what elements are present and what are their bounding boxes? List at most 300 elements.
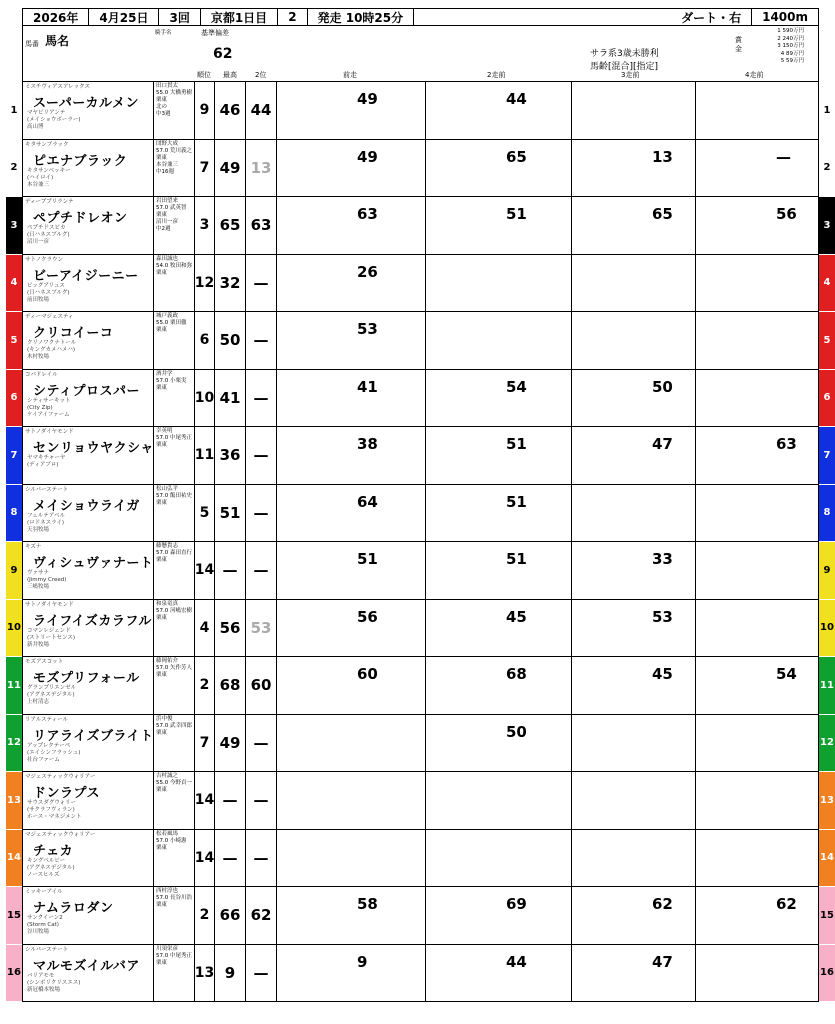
prev2-label: 2走前 — [487, 71, 506, 79]
rank: 7 — [195, 140, 215, 197]
past-race-2 — [426, 197, 572, 254]
dam-info: フェルテアベル (ロドネスライ) 天羽牧場 — [27, 512, 66, 533]
past-score: 68 — [506, 665, 527, 683]
jockey-info: 岩田望来 57.0 武英智 栗東 沼川一彦 中2週 — [153, 197, 195, 254]
past-score: 69 — [506, 895, 527, 913]
race-header — [22, 8, 819, 26]
prize-item: 4 89万円 — [780, 50, 804, 57]
second-score: — — [246, 772, 277, 829]
kai: 3回 — [159, 9, 200, 25]
umaban-right: 14 — [819, 830, 835, 887]
past-score: 44 — [506, 90, 527, 108]
best-score: 49 — [215, 140, 246, 197]
past-score: 33 — [652, 550, 673, 568]
best-score: — — [215, 542, 246, 599]
past-race-2 — [426, 600, 572, 657]
past-race-3 — [572, 485, 696, 542]
horse-row — [7, 657, 834, 715]
past-score: 13 — [652, 147, 673, 166]
past-score: 65 — [652, 205, 673, 223]
past-race-1 — [277, 485, 426, 542]
horse-cell — [23, 657, 195, 714]
past-score: 49 — [357, 147, 378, 166]
rank: 9 — [195, 82, 215, 139]
place: 京都1日目 — [201, 9, 278, 25]
past-score: 50 — [652, 377, 673, 396]
umaban-right: 11 — [819, 657, 835, 714]
horse-name: ビーアイジーニー — [33, 268, 139, 284]
jockey-info: 城戸義政 55.0 栗田徹 栗東 — [153, 312, 195, 369]
year: 2026年 — [23, 9, 89, 25]
sire: シルバーステート — [25, 486, 69, 493]
past-race-4 — [696, 140, 820, 197]
race-conditions — [590, 48, 659, 74]
prize-item: 3 150万円 — [777, 43, 804, 49]
horse-table — [7, 82, 834, 1002]
dam-info: バリアモモ (シンボリクリスエス) 新冠橋本牧場 — [27, 972, 81, 993]
dam-info: ヴァサナ (Jimmy Creed) 三嶋牧場 — [27, 570, 67, 590]
past-score: 38 — [357, 435, 378, 453]
past-race-3 — [572, 600, 696, 657]
jockey-info: 幸英明 57.0 中尾秀正 栗東 — [153, 427, 195, 484]
horse-cell — [23, 312, 195, 369]
horse-row — [7, 887, 834, 945]
prize-item: 5 59万円 — [780, 58, 804, 64]
best-score: — — [215, 830, 246, 887]
past-race-4 — [696, 427, 820, 484]
jockey-info: 吉村誠之 55.0 今野貞一 栗東 — [153, 772, 195, 829]
jockey-label: 騎手名 — [155, 30, 172, 36]
horse-name: センリョウヤクシャ — [33, 441, 154, 456]
base-value: 62 — [213, 46, 233, 62]
past-race-1 — [277, 197, 426, 254]
rank: 11 — [195, 427, 215, 484]
umaban-left: 10 — [6, 600, 22, 657]
past-race-1 — [277, 657, 426, 714]
second-score: 53 — [246, 600, 277, 657]
past-score: — — [776, 147, 791, 166]
horse-cell — [23, 427, 195, 484]
second-score: — — [246, 255, 277, 312]
past-score: 53 — [357, 320, 378, 338]
past-race-3 — [572, 370, 696, 427]
sire: シルバーステート — [25, 946, 69, 953]
past-race-1 — [277, 887, 426, 944]
second-score: 44 — [246, 82, 277, 139]
past-race-3 — [572, 830, 696, 887]
past-score: 51 — [506, 435, 527, 453]
past-score: 50 — [506, 722, 527, 741]
jockey-info: 団野大成 57.0 荒川義之 栗東 本谷兼三 中16週 — [153, 140, 195, 197]
past-race-2 — [426, 312, 572, 369]
past-race-2 — [426, 370, 572, 427]
past-race-1 — [277, 945, 426, 1002]
horse-name: ピエナブラック — [33, 153, 128, 169]
rank: 12 — [195, 255, 215, 312]
past-race-4 — [696, 945, 820, 1002]
jockey-info: 酒井学 57.0 小栗実 栗東 — [153, 370, 195, 427]
rank: 7 — [195, 715, 215, 772]
umaban-right: 12 — [819, 715, 835, 772]
past-score: 62 — [776, 895, 797, 913]
umaban-right: 9 — [819, 542, 835, 599]
past-race-4 — [696, 542, 820, 599]
sire: ディーマジェスティ — [25, 314, 74, 320]
horse-row — [7, 772, 834, 830]
past-race-3 — [572, 542, 696, 599]
best-score: 32 — [215, 255, 246, 312]
horse-cell — [23, 82, 195, 139]
past-race-3 — [572, 772, 696, 829]
second-score: — — [246, 312, 277, 369]
past-score: 9 — [357, 952, 368, 971]
past-race-3 — [572, 427, 696, 484]
dam-info: キングベルビー (アグネスデジタル) ノースヒルズ — [27, 857, 75, 878]
umaban-left: 12 — [6, 715, 22, 772]
second-score: — — [246, 427, 277, 484]
base-label: 基準偏差 — [201, 29, 229, 37]
umaban-left: 8 — [6, 485, 22, 542]
past-score: 51 — [506, 492, 527, 511]
sire: サトノクラウン — [25, 256, 64, 263]
second-score: — — [246, 370, 277, 427]
umaban-right: 16 — [819, 945, 835, 1002]
horse-name: モズプリフォール — [33, 671, 140, 686]
umaban-left: 6 — [6, 370, 22, 427]
rank: 14 — [195, 772, 215, 829]
sire: ミスチヴィアスアレックス — [25, 84, 91, 90]
umaban-right: 15 — [819, 887, 835, 944]
past-race-2 — [426, 715, 572, 772]
past-score: 51 — [506, 205, 527, 223]
sire: ディーププリランテ — [25, 199, 74, 205]
sire: キズナ — [25, 544, 42, 550]
umaban-left: 11 — [6, 657, 22, 714]
umaban-right: 13 — [819, 772, 835, 829]
rank: 4 — [195, 600, 215, 657]
rank: 3 — [195, 197, 215, 254]
sire: サトノダイヤモンド — [25, 429, 74, 435]
umaban-label: 馬番 — [25, 40, 39, 48]
rank: 5 — [195, 485, 215, 542]
horse-row — [10, 485, 831, 543]
horse-cell — [23, 255, 195, 312]
second-score: 63 — [246, 197, 277, 254]
past-race-1 — [277, 370, 426, 427]
best-label: 最高 — [223, 71, 237, 79]
past-race-2 — [426, 887, 572, 944]
horse-name: ペプチドレオン — [33, 211, 128, 226]
horse-cell — [23, 485, 195, 542]
rank: 14 — [195, 830, 215, 887]
horse-name: リアライズブライト — [33, 728, 154, 744]
umaban-left: 16 — [6, 945, 22, 1002]
horse-row — [7, 715, 834, 773]
past-score: 58 — [357, 895, 378, 913]
prev1-label: 前走 — [343, 71, 357, 79]
horse-name: シティプロスパー — [33, 383, 140, 399]
name-label: 馬名 — [45, 34, 70, 48]
past-race-4 — [696, 312, 820, 369]
umaban-right: 6 — [819, 370, 835, 427]
sire: リアルスティール — [25, 716, 68, 723]
horse-cell — [23, 830, 195, 887]
dam-info: ペプチドスピカ (日ハネスブルグ) 沼川一彦 — [27, 225, 70, 245]
past-race-2 — [426, 542, 572, 599]
past-race-1 — [277, 312, 426, 369]
horse-cell — [23, 197, 195, 254]
past-race-3 — [572, 312, 696, 369]
jockey-info: 西村淳也 57.0 長谷川浩 栗東 — [153, 887, 195, 944]
post-time: 発走 10時25分 — [308, 9, 415, 25]
past-race-3 — [572, 140, 696, 197]
horse-cell — [23, 772, 195, 829]
horse-cell — [23, 600, 195, 657]
best-score: — — [215, 772, 246, 829]
horse-cell — [23, 945, 195, 1002]
past-race-3 — [572, 82, 696, 139]
past-race-1 — [277, 600, 426, 657]
past-race-3 — [572, 945, 696, 1002]
umaban-left: 1 — [6, 82, 22, 139]
jockey-info: 田口貫太 55.0 大橋勇樹 栗東 北の 中3週 — [153, 82, 195, 139]
umaban-right: 10 — [819, 600, 835, 657]
horse-name: クリコイーコ — [33, 326, 114, 341]
best-score: 41 — [215, 370, 246, 427]
past-score: 44 — [506, 952, 527, 971]
umaban-left: 3 — [6, 197, 22, 254]
horse-cell — [23, 370, 195, 427]
horse-name: ドンラプス — [33, 786, 100, 801]
best-score: 51 — [215, 485, 246, 542]
past-race-2 — [426, 830, 572, 887]
horse-cell — [23, 140, 195, 197]
past-race-1 — [277, 82, 426, 139]
past-race-1 — [277, 830, 426, 887]
past-race-1 — [277, 542, 426, 599]
best-score: 49 — [215, 715, 246, 772]
past-race-4 — [696, 600, 820, 657]
umaban-right: 4 — [819, 255, 835, 312]
past-score: 63 — [357, 205, 378, 223]
horse-cell — [23, 887, 195, 944]
best-score: 9 — [215, 945, 246, 1002]
past-race-4 — [696, 197, 820, 254]
prize-item: 1 590万円 — [777, 28, 804, 34]
umaban-right: 2 — [819, 140, 835, 197]
umaban-left: 15 — [6, 887, 22, 944]
umaban-left: 5 — [6, 312, 22, 369]
sire: キタサンブラック — [25, 141, 69, 148]
past-race-4 — [696, 255, 820, 312]
rank: 2 — [195, 657, 215, 714]
past-race-1 — [277, 427, 426, 484]
jockey-info: 森田誠也 54.0 牧田和弥 栗東 — [153, 255, 195, 312]
best-score: 66 — [215, 887, 246, 944]
past-score: 45 — [506, 607, 527, 626]
past-race-2 — [426, 945, 572, 1002]
past-race-4 — [696, 370, 820, 427]
rank: 10 — [195, 370, 215, 427]
past-score: 60 — [357, 665, 378, 683]
second-score: — — [246, 945, 277, 1002]
umaban-left: 7 — [6, 427, 22, 484]
umaban-left: 4 — [6, 255, 22, 312]
horse-name: ヴィシュヴァナート — [33, 556, 154, 571]
dam-info: ビッグアリュス (日ハネスブルグ) 前田牧場 — [27, 282, 70, 303]
horse-name: チェカ — [33, 843, 74, 859]
horse-row — [10, 542, 831, 600]
past-score: 53 — [652, 607, 673, 626]
jockey-info: 松山弘平 57.0 飯田祐史 栗東 — [153, 485, 195, 542]
past-score: 45 — [652, 665, 673, 683]
umaban-left: 9 — [6, 542, 22, 599]
umaban-right: 5 — [819, 312, 835, 369]
past-race-4 — [696, 715, 820, 772]
umaban-right: 1 — [819, 82, 835, 139]
prize-list — [740, 28, 804, 66]
race-number: 2 — [278, 9, 307, 25]
past-race-4 — [696, 772, 820, 829]
distance: 1400m — [762, 10, 808, 24]
second-score: 60 — [246, 657, 277, 714]
past-score: 62 — [652, 895, 673, 913]
horse-row — [10, 255, 831, 313]
best-score: 46 — [215, 82, 246, 139]
horse-name: ナムラロダン — [33, 901, 114, 916]
order-label: 順位 — [197, 71, 211, 79]
jockey-info: 川須栄彦 57.0 中尾秀正 栗東 — [153, 945, 195, 1002]
past-score: 56 — [357, 607, 378, 626]
past-race-2 — [426, 427, 572, 484]
best-score: 50 — [215, 312, 246, 369]
past-race-2 — [426, 255, 572, 312]
race-class: サラ系3歳未勝利 — [590, 49, 659, 59]
dam-info: クリノワクナトール (キングカメハメハ) 木村牧場 — [27, 340, 77, 360]
column-header — [22, 26, 819, 82]
past-race-4 — [696, 485, 820, 542]
past-race-4 — [696, 657, 820, 714]
horse-row — [10, 140, 831, 198]
past-score: 65 — [506, 147, 527, 166]
jockey-info: 松若風馬 57.0 小崎憲 栗東 — [153, 830, 195, 887]
second-score: 62 — [246, 887, 277, 944]
best-score: 36 — [215, 427, 246, 484]
past-race-3 — [572, 255, 696, 312]
past-score: 47 — [652, 952, 673, 971]
past-race-3 — [572, 887, 696, 944]
rank: 2 — [195, 887, 215, 944]
horse-name: ライフイズカラフル — [33, 613, 152, 629]
race-cond: 馬齢[混合][指定] — [590, 62, 659, 72]
past-score: 54 — [506, 377, 527, 396]
past-score: 54 — [776, 665, 797, 683]
past-score: 56 — [776, 205, 797, 223]
second-score: 13 — [246, 140, 277, 197]
track: ダート・右 — [671, 9, 752, 25]
past-score: 26 — [357, 262, 378, 281]
date: 4月25日 — [89, 9, 159, 25]
past-race-3 — [572, 197, 696, 254]
sire: コパドレイル — [25, 371, 58, 378]
prev3-label: 3走前 — [621, 71, 640, 79]
dam-info: マヤビリアンテ (メイショウボーラー) 高山博 — [27, 110, 81, 130]
prev4-label: 4走前 — [745, 71, 764, 79]
dam-info: ヤマキチャーヤ (ディアブロ) — [27, 455, 66, 468]
horse-cell — [23, 715, 195, 772]
second-score: — — [246, 830, 277, 887]
dam-info: シティサーキット (City Zip) ケイアイファーム — [27, 397, 71, 418]
sire: モズアスコット — [25, 659, 64, 665]
horse-row — [7, 600, 834, 658]
past-score: 51 — [357, 550, 378, 568]
past-race-4 — [696, 887, 820, 944]
umaban-left: 13 — [6, 772, 22, 829]
umaban-left: 14 — [6, 830, 22, 887]
sire: マジェスティックウォリアー — [25, 774, 96, 780]
past-score: 41 — [357, 377, 378, 396]
horse-row — [10, 197, 831, 255]
horse-cell — [23, 542, 195, 599]
dam-info: サウスダグウォリー (サクラフヴィラン) ホース・マネジメント — [27, 800, 82, 820]
umaban-right: 7 — [819, 427, 835, 484]
past-race-2 — [426, 140, 572, 197]
past-race-3 — [572, 657, 696, 714]
rank: 13 — [195, 945, 215, 1002]
sire: マジェスティックウォリアー — [25, 831, 96, 838]
jockey-info: 浜中俊 57.0 武幸四郎 栗東 — [153, 715, 195, 772]
past-race-2 — [426, 657, 572, 714]
past-race-3 — [572, 715, 696, 772]
horse-row — [7, 945, 834, 1003]
best-score: 65 — [215, 197, 246, 254]
past-score: 49 — [357, 90, 378, 108]
second-score: — — [246, 715, 277, 772]
dam-info: サンクイーン2 (Storm Cat) 谷川牧場 — [27, 915, 63, 935]
past-score: 64 — [357, 492, 378, 511]
umaban-left: 2 — [6, 140, 22, 197]
horse-row — [7, 830, 834, 888]
second-label: 2位 — [255, 71, 267, 79]
dam-info: アップレクテーペ (エイシンフラッシュ) 社台ファーム — [27, 742, 81, 763]
past-race-1 — [277, 255, 426, 312]
dam-info: コマンレジェンド (ストリートセンス) 新井牧場 — [27, 627, 75, 648]
past-race-4 — [696, 830, 820, 887]
rank: 14 — [195, 542, 215, 599]
jockey-info: 和泉竜真 57.0 河嶋宏樹 栗東 — [153, 600, 195, 657]
rank: 6 — [195, 312, 215, 369]
past-race-1 — [277, 772, 426, 829]
umaban-right: 3 — [819, 197, 835, 254]
horse-row — [10, 82, 831, 140]
second-score: — — [246, 485, 277, 542]
prize-item: 2 240万円 — [777, 35, 804, 42]
past-race-2 — [426, 772, 572, 829]
sire: サトノダイヤモンド — [25, 601, 74, 608]
horse-name: メイショウライガ — [33, 498, 140, 514]
sire: ミッキーアイル — [25, 889, 63, 895]
past-score: 47 — [652, 435, 673, 453]
prize-label: 賞金 — [735, 36, 742, 53]
best-score: 56 — [215, 600, 246, 657]
past-race-1 — [277, 140, 426, 197]
dam-info: キタサンベッキー (ハイロイ) 本谷兼三 — [27, 167, 71, 188]
jockey-info: 藤懸貴志 57.0 森田直行 栗東 — [153, 542, 195, 599]
past-score: 51 — [506, 550, 527, 568]
umaban-right: 8 — [819, 485, 835, 542]
past-score: 63 — [776, 435, 797, 453]
horse-row — [10, 370, 831, 428]
